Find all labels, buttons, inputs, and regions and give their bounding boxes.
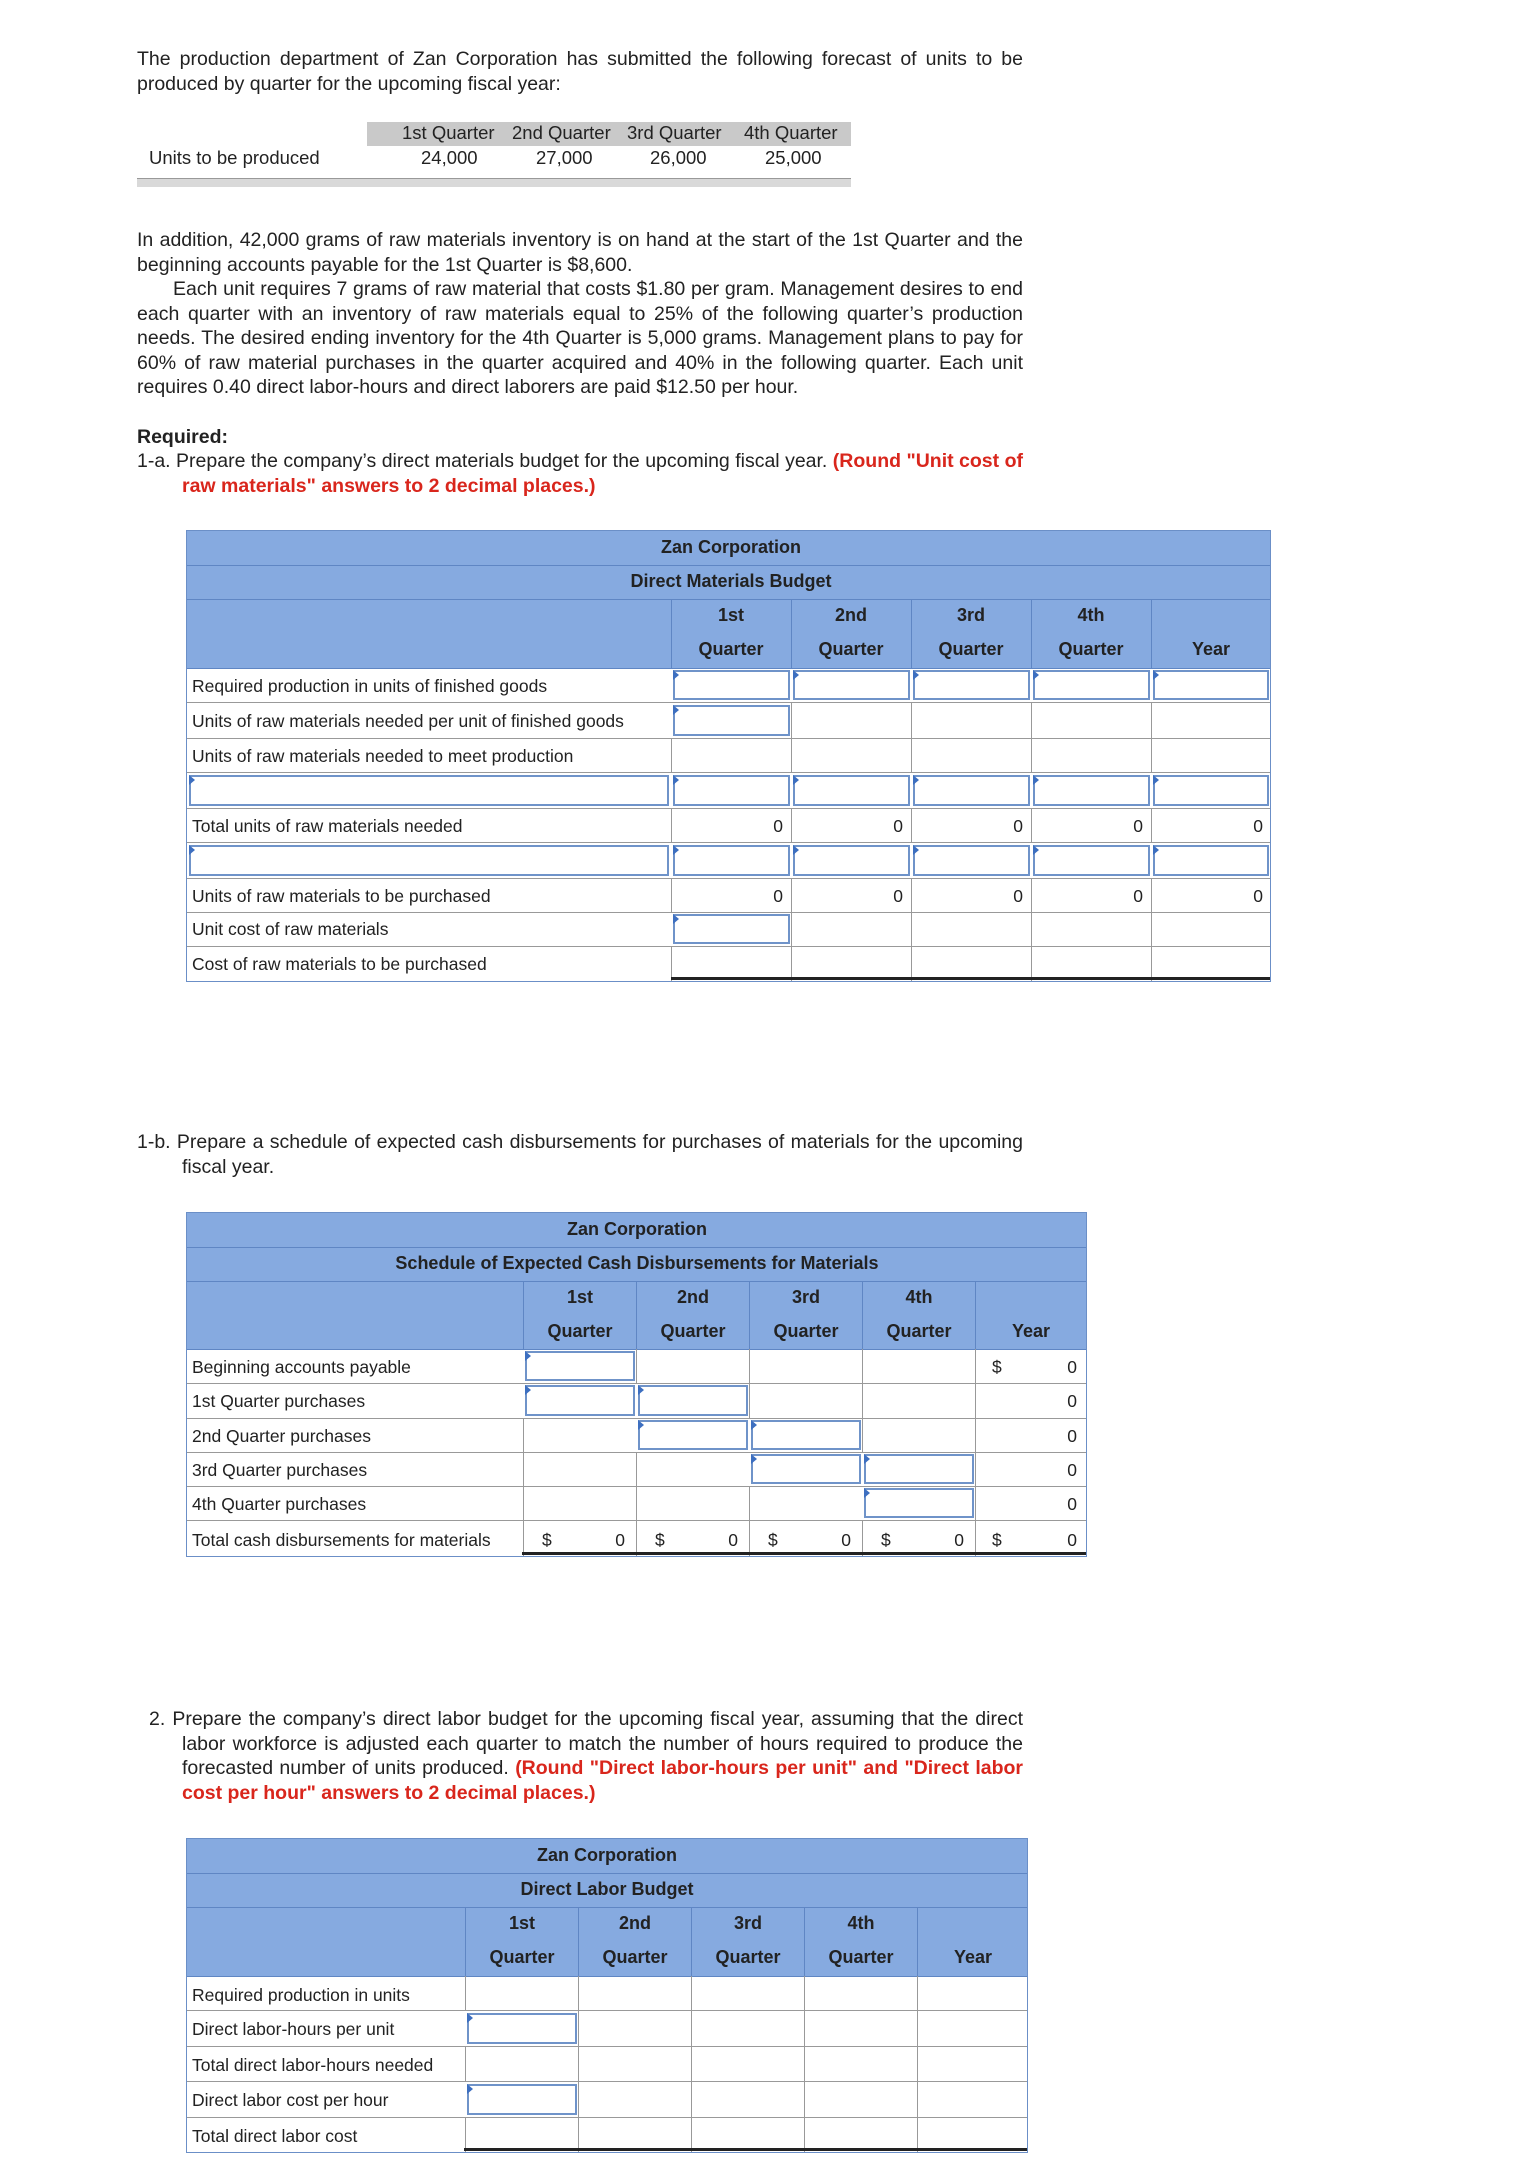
cs-company: Zan Corporation	[567, 1219, 707, 1239]
dm-to-purchase-year: 0	[1253, 886, 1263, 906]
dm-row-raw-per-unit	[187, 702, 1270, 739]
dl-col-top-4: 4th	[847, 1913, 875, 1933]
dm-input-row6-q2[interactable]	[793, 845, 910, 876]
dm-col-top-3: 3rd	[956, 605, 986, 625]
cs-total-dollar-q1: $	[542, 1530, 552, 1550]
dl-col-bottom-5: Year	[953, 1947, 993, 1967]
dl-col-bottom-1: Quarter	[489, 1947, 555, 1967]
dm-row-label: Units of raw materials needed per unit of finished goods	[192, 711, 624, 731]
dm-input-row6-year[interactable]	[1153, 845, 1269, 876]
cs-total-dollar-q3: $	[768, 1530, 778, 1550]
dl-col-bottom-4: Quarter	[828, 1947, 894, 1967]
dl-company: Zan Corporation	[537, 1845, 677, 1865]
dl-row-label: Total direct labor cost	[192, 2126, 358, 2146]
question-1b: 1-b. Prepare a schedule of expected cash disbursements for purchases of materials for the upcoming fiscal year.	[137, 1131, 1023, 1178]
cs-row-label: Beginning accounts payable	[192, 1357, 411, 1377]
dm-to-purchase-q1: 0	[773, 886, 783, 906]
dl-input-cost-per-hour[interactable]	[467, 2084, 577, 2115]
dm-company: Zan Corporation	[661, 537, 801, 557]
cs-title: Schedule of Expected Cash Disbursements for Materials	[395, 1253, 879, 1273]
dl-col-top-2: 2nd	[618, 1913, 652, 1933]
dm-input-row6-q1[interactable]	[673, 845, 790, 876]
forecast-header-q3: 3rd Quarter	[627, 122, 722, 143]
dm-col-bottom-4: Quarter	[1058, 639, 1124, 659]
cs-year-q1p: 0	[1067, 1391, 1077, 1411]
cs-total-q3: 0	[841, 1530, 851, 1550]
forecast-row-label: Units to be produced	[149, 147, 320, 168]
dm-total-needed-q2: 0	[893, 816, 903, 836]
cs-year-q2p: 0	[1067, 1426, 1077, 1446]
forecast-value-q2: 27,000	[536, 147, 593, 168]
forecast-header-q4: 4th Quarter	[744, 122, 838, 143]
dm-row-label: Cost of raw materials to be purchased	[192, 954, 487, 974]
dm-total-needed-q3: 0	[1013, 816, 1023, 836]
cs-total-dollar-q2: $	[655, 1530, 665, 1550]
dl-row-cost-per-hour	[187, 2081, 1027, 2118]
cs-col-bottom-5: Year	[1011, 1321, 1051, 1341]
dm-col-bottom-3: Quarter	[938, 639, 1004, 659]
dm-input-row4-q3[interactable]	[913, 775, 1030, 806]
dm-to-purchase-q4: 0	[1133, 886, 1143, 906]
cs-row-q4-purchases	[187, 1486, 1086, 1521]
dm-input-row6-q4[interactable]	[1033, 845, 1150, 876]
question-1a-text: 1-a. Prepare the company’s direct materials budget for the upcoming fiscal year.	[137, 450, 833, 472]
cs-row-q1-purchases	[187, 1383, 1086, 1419]
cs-col-bottom-1: Quarter	[547, 1321, 613, 1341]
cs-total-dollar-year: $	[992, 1530, 1002, 1550]
dl-row-hours-per-unit	[187, 2010, 1027, 2047]
details-paragraph-2-text: Each unit requires 7 grams of raw material that costs $1.80 per gram. Management desires to end each quarter with an inventory of raw materials equal to 25% of the following quarter’s production needs. The desired ending inventory for the 4th Quarter is 5,000 grams. Management plans to pay for 60% of raw material purchases in the quarter acquired and 40% in the following quarter. Each unit requires 0.40 direct labor-hours and direct laborers are paid $12.50 per hour.	[137, 278, 1023, 398]
dm-input-production-year[interactable]	[1153, 670, 1269, 700]
cs-input-q2p-q3[interactable]	[751, 1420, 861, 1450]
cs-double-underline	[522, 1552, 1086, 1555]
cs-input-ap-q1[interactable]	[525, 1351, 635, 1381]
cs-row-beginning-ap	[187, 1349, 1086, 1384]
dm-col-top-2: 2nd	[834, 605, 868, 625]
dm-row-to-purchase	[187, 878, 1270, 913]
dl-row-label: Total direct labor-hours needed	[192, 2055, 434, 2075]
intro-text: The production department of Zan Corporation has submitted the following forecast of units to be produced by quarter for the upcoming fiscal year:	[137, 48, 1023, 95]
details-paragraph-1: In addition, 42,000 grams of raw materials inventory is on hand at the start of the 1st Quarter and the beginning accounts payable for the 1st Quarter is $8,600.	[137, 229, 1023, 276]
cs-input-q3p-q3[interactable]	[751, 1454, 861, 1484]
dm-col-top-1: 1st	[717, 605, 745, 625]
cs-row-label: 1st Quarter purchases	[192, 1391, 366, 1411]
cs-total-year: 0	[1067, 1530, 1077, 1550]
cs-col-top-2: 2nd	[676, 1287, 710, 1307]
dm-row-unit-cost	[187, 912, 1270, 947]
dl-col-top-3: 3rd	[733, 1913, 763, 1933]
cs-total-q4: 0	[954, 1530, 964, 1550]
dm-input-row4-q2[interactable]	[793, 775, 910, 806]
cs-total-q2: 0	[728, 1530, 738, 1550]
cs-col-bottom-2: Quarter	[660, 1321, 726, 1341]
dm-input-row4-q4[interactable]	[1033, 775, 1150, 806]
question-2	[137, 1707, 1023, 1805]
dm-input-raw-per-unit[interactable]	[673, 705, 790, 736]
dm-row-label: Required production in units of finished goods	[192, 676, 548, 696]
cash-disbursement-schedule	[186, 1212, 1087, 1557]
dm-col-bottom-1: Quarter	[698, 639, 764, 659]
dm-input-row6-label[interactable]	[189, 845, 669, 876]
dl-input-hours-per-unit[interactable]	[467, 2013, 577, 2044]
cs-row-q3-purchases	[187, 1452, 1086, 1487]
direct-materials-budget	[186, 530, 1271, 982]
dm-row-label: Units of raw materials needed to meet production	[192, 746, 574, 766]
dm-row-label: Total units of raw materials needed	[192, 816, 463, 836]
cs-row-q2-purchases	[187, 1418, 1086, 1453]
question-2-note: (Round "Direct labor-hours per unit" and "Direct labor cost per hour" answers to 2 decimal places.)	[182, 1757, 1023, 1804]
cs-row-total	[187, 1520, 1086, 1556]
cs-year-ap: 0	[1067, 1357, 1077, 1377]
cs-col-top-4: 4th	[905, 1287, 933, 1307]
forecast-value-q3: 26,000	[650, 147, 707, 168]
dm-input-production-q2[interactable]	[793, 670, 910, 700]
question-2-text: 2. Prepare the company’s direct labor budget for the upcoming fiscal year, assuming that the direct labor workforce is adjusted each quarter to match the number of hours required to produce the forecasted number of units produced.	[149, 1708, 1023, 1779]
dl-row-required-production	[187, 1976, 1027, 2011]
dl-title: Direct Labor Budget	[520, 1879, 694, 1899]
dl-col-top-1: 1st	[508, 1913, 536, 1933]
dm-row-desired-ending	[187, 772, 1270, 809]
forecast-header-q2: 2nd Quarter	[512, 122, 611, 143]
dm-total-needed-q1: 0	[773, 816, 783, 836]
dl-row-label: Required production in units	[192, 1985, 410, 2005]
dl-row-label: Direct labor cost per hour	[192, 2090, 389, 2110]
cs-col-top-3: 3rd	[791, 1287, 821, 1307]
dm-row-required-production	[187, 668, 1270, 703]
dm-double-underline	[671, 977, 1270, 980]
dm-to-purchase-q3: 0	[1013, 886, 1023, 906]
cs-col-bottom-3: Quarter	[773, 1321, 839, 1341]
dm-row-beginning-inventory	[187, 842, 1270, 879]
question-1a	[137, 449, 1023, 498]
cs-year-q4p: 0	[1067, 1494, 1077, 1514]
dl-row-label: Direct labor-hours per unit	[192, 2019, 395, 2039]
dm-row-label: Units of raw materials to be purchased	[192, 886, 491, 906]
question-1a-note: (Round "Unit cost of raw materials" answers to 2 decimal places.)	[182, 450, 1023, 497]
dm-input-production-q3[interactable]	[913, 670, 1030, 700]
cs-input-q1p-q2[interactable]	[638, 1385, 748, 1416]
dm-input-row4-label[interactable]	[189, 775, 669, 806]
cs-input-q1p-q1[interactable]	[525, 1385, 635, 1416]
cs-col-bottom-4: Quarter	[886, 1321, 952, 1341]
dm-input-unit-cost[interactable]	[673, 914, 790, 944]
dm-title: Direct Materials Budget	[630, 571, 832, 591]
dm-col-bottom-5: Year	[1191, 639, 1231, 659]
details-paragraph-2	[137, 277, 1023, 400]
dm-row-cost-to-purchase	[187, 946, 1270, 981]
cs-input-q4p-q4[interactable]	[864, 1488, 974, 1518]
dm-total-needed-year: 0	[1253, 816, 1263, 836]
dl-double-underline	[464, 2148, 1027, 2151]
forecast-value-q4: 25,000	[765, 147, 822, 168]
cs-row-label: Total cash disbursements for materials	[192, 1530, 491, 1550]
dm-col-top-4: 4th	[1077, 605, 1105, 625]
cs-input-q3p-q4[interactable]	[864, 1454, 974, 1484]
cs-dollar: $	[992, 1357, 1002, 1377]
dm-row-label: Unit cost of raw materials	[192, 919, 389, 939]
dm-input-row4-q1[interactable]	[673, 775, 790, 806]
dl-col-bottom-3: Quarter	[715, 1947, 781, 1967]
dl-row-total-cost	[187, 2117, 1027, 2152]
dm-col-bottom-2: Quarter	[818, 639, 884, 659]
dm-input-production-q1[interactable]	[673, 670, 790, 700]
dm-total-needed-q4: 0	[1133, 816, 1143, 836]
dm-input-production-q4[interactable]	[1033, 670, 1150, 700]
cs-col-top-1: 1st	[566, 1287, 594, 1307]
cs-row-label: 4th Quarter purchases	[192, 1494, 367, 1514]
dl-col-bottom-2: Quarter	[602, 1947, 668, 1967]
cs-input-q2p-q2[interactable]	[638, 1420, 748, 1450]
dm-input-row4-year[interactable]	[1153, 775, 1269, 806]
cs-year-q3p: 0	[1067, 1460, 1077, 1480]
dl-row-total-hours	[187, 2046, 1027, 2082]
required-heading: Required:	[137, 426, 229, 448]
dm-input-row6-q3[interactable]	[913, 845, 1030, 876]
forecast-value-q1: 24,000	[421, 147, 478, 168]
forecast-header-q1: 1st Quarter	[402, 122, 495, 143]
cs-row-label: 3rd Quarter purchases	[192, 1460, 368, 1480]
dm-row-total-needed	[187, 808, 1270, 843]
direct-labor-budget	[186, 1838, 1028, 2153]
dm-row-raw-needed	[187, 738, 1270, 773]
cs-total-q1: 0	[615, 1530, 625, 1550]
cs-row-label: 2nd Quarter purchases	[192, 1426, 371, 1446]
dm-to-purchase-q2: 0	[893, 886, 903, 906]
cs-total-dollar-q4: $	[881, 1530, 891, 1550]
